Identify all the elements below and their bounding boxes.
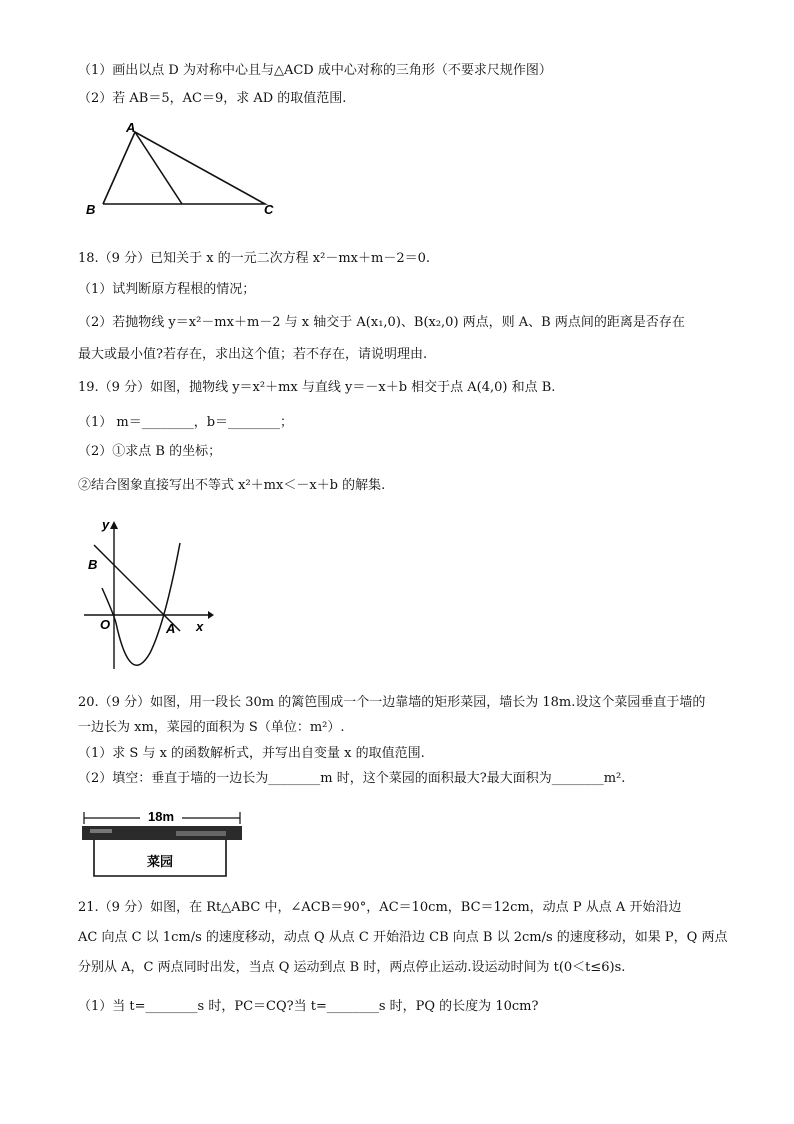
q18-part1: （1）试判断原方程根的情况； bbox=[78, 282, 256, 297]
q20-stem-line2: 一边长为 xm，菜园的面积为 S（单位：m²）. bbox=[78, 720, 345, 735]
q21-stem-line2: AC 向点 C 以 1cm/s 的速度移动，动点 Q 从点 C 开始沿边 CB 向点 B 以 2cm/s 的速度移动，如果 P，Q 两点 bbox=[78, 930, 728, 945]
triangle-figure bbox=[80, 118, 290, 218]
q17-part1: （1）画出以点 D 为对称中心且与△ACD 成中心对称的三角形（不要求尺规作图） bbox=[78, 63, 552, 78]
q19-part2: （2）①求点 B 的坐标； bbox=[78, 444, 222, 459]
vertex-label-a: A bbox=[126, 120, 136, 135]
parabola-figure bbox=[80, 513, 220, 673]
q20-stem-line1: 20.（9 分）如图，用一段长 30m 的篱笆围成一个一边靠墙的矩形菜园，墙长为 18m.设这个菜园垂直于墙的 bbox=[78, 695, 706, 710]
q19-stem: 19.（9 分）如图，抛物线 y＝x²＋mx 与直线 y＝－x＋b 相交于点 A(4,0) 和点 B. bbox=[78, 380, 556, 395]
q19-part3: ②结合图象直接写出不等式 x²＋mx＜－x＋b 的解集. bbox=[78, 478, 386, 493]
q20-part2: （2）填空：垂直于墙的一边长为________m 时，这个菜园的面积最大?最大面积为________m². bbox=[78, 771, 626, 786]
q19-part1: （1） m＝________，b＝________； bbox=[78, 415, 294, 430]
point-label-b: B bbox=[88, 557, 98, 572]
q20-part1: （1）求 S 与 x 的函数解析式，并写出自变量 x 的取值范围. bbox=[78, 746, 425, 761]
vertex-label-b: B bbox=[86, 202, 96, 217]
q17-part2: （2）若 AB＝5，AC＝9，求 AD 的取值范围. bbox=[78, 91, 347, 106]
garden-label: 菜园 bbox=[146, 855, 174, 870]
origin-label-o: O bbox=[100, 617, 111, 632]
q21-part1: （1）当 t=________s 时，PC＝CQ?当 t=________s 时，PQ 的长度为 10cm? bbox=[78, 999, 539, 1014]
point-label-a: A bbox=[166, 621, 176, 636]
vertex-label-c: C bbox=[264, 202, 274, 217]
q21-stem-line3: 分别从 A，C 两点同时出发，当点 Q 运动到点 B 时，两点停止运动.设运动时间为 t(0＜t≤6)s. bbox=[78, 960, 626, 975]
q18-part2-line1: （2）若抛物线 y＝x²－mx＋m－2 与 x 轴交于 A(x₁,0)、B(x₂,0) 两点，则 A、B 两点间的距离是否存在 bbox=[78, 315, 685, 330]
axis-label-y: y bbox=[102, 517, 110, 532]
axis-label-x: x bbox=[196, 619, 204, 634]
q18-part2-line2: 最大或最小值?若存在，求出这个值；若不存在，请说明理由. bbox=[78, 347, 428, 362]
q21-stem-line1: 21.（9 分）如图，在 Rt△ABC 中，∠ACB＝90°，AC＝10cm，BC＝12cm，动点 P 从点 A 开始沿边 bbox=[78, 900, 682, 915]
garden-figure bbox=[80, 804, 260, 886]
wall-length-label: 18m bbox=[147, 809, 175, 824]
q18-stem: 18.（9 分）已知关于 x 的一元二次方程 x²－mx＋m－2＝0. bbox=[78, 251, 431, 266]
